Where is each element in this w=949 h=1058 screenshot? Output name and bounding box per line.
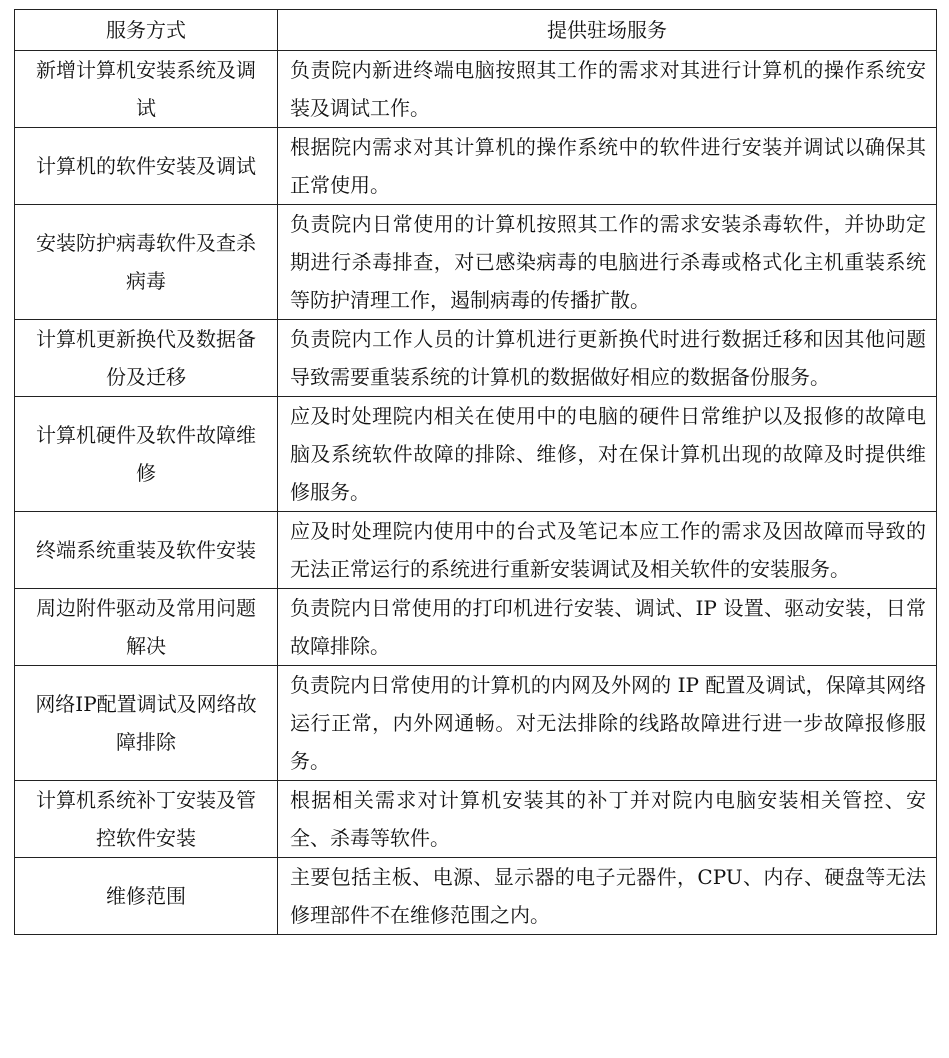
service-table xyxy=(14,9,937,935)
service-description-cell: 负责院内工作人员的计算机进行更新换代时进行数据迁移和因其他问题导致需要重装系统的计算机的数据做好相应的数据备份服务。 xyxy=(278,320,937,397)
service-description-cell: 应及时处理院内相关在使用中的电脑的硬件日常维护以及报修的故障电脑及系统软件故障的排除、维修，对在保计算机出现的故障及时提供维修服务。 xyxy=(278,397,937,512)
service-method-cell: 新增计算机安装系统及调试 xyxy=(15,51,278,128)
service-method-cell: 计算机系统补丁安装及管控软件安装 xyxy=(15,781,278,858)
service-method-cell: 网络IP配置调试及网络故障排除 xyxy=(15,666,278,781)
table-row xyxy=(15,666,937,781)
service-method-cell: 安装防护病毒软件及查杀病毒 xyxy=(15,205,278,320)
table-row xyxy=(15,397,937,512)
table-row xyxy=(15,589,937,666)
service-description-cell: 负责院内日常使用的计算机的内网及外网的 IP 配置及调试，保障其网络运行正常，内外网通畅。对无法排除的线路故障进行进一步故障报修服务。 xyxy=(278,666,937,781)
service-description-cell: 根据相关需求对计算机安装其的补丁并对院内电脑安装相关管控、安全、杀毒等软件。 xyxy=(278,781,937,858)
service-description-cell: 负责院内日常使用的打印机进行安装、调试、IP 设置、驱动安装，日常故障排除。 xyxy=(278,589,937,666)
service-method-cell: 计算机硬件及软件故障维修 xyxy=(15,397,278,512)
service-description-cell: 主要包括主板、电源、显示器的电子元器件，CPU、内存、硬盘等无法修理部件不在维修范围之内。 xyxy=(278,858,937,935)
header-row xyxy=(15,10,937,51)
service-description-cell: 根据院内需求对其计算机的操作系统中的软件进行安装并调试以确保其正常使用。 xyxy=(278,128,937,205)
table-row xyxy=(15,128,937,205)
service-method-cell: 计算机更新换代及数据备份及迁移 xyxy=(15,320,278,397)
service-description-cell: 负责院内日常使用的计算机按照其工作的需求安装杀毒软件，并协助定期进行杀毒排查，对已感染病毒的电脑进行杀毒或格式化主机重装系统等防护清理工作，遏制病毒的传播扩散。 xyxy=(278,205,937,320)
service-method-cell: 周边附件驱动及常用问题解决 xyxy=(15,589,278,666)
service-method-cell: 终端系统重装及软件安装 xyxy=(15,512,278,589)
header-service-method: 服务方式 xyxy=(15,10,278,51)
table-row xyxy=(15,858,937,935)
table-row xyxy=(15,320,937,397)
table-row xyxy=(15,205,937,320)
service-method-cell: 计算机的软件安装及调试 xyxy=(15,128,278,205)
service-method-cell: 维修范围 xyxy=(15,858,278,935)
table-row xyxy=(15,781,937,858)
service-description-cell: 应及时处理院内使用中的台式及笔记本应工作的需求及因故障而导致的无法正常运行的系统进行重新安装调试及相关软件的安装服务。 xyxy=(278,512,937,589)
table-row xyxy=(15,51,937,128)
header-onsite-service: 提供驻场服务 xyxy=(278,10,937,51)
service-description-cell: 负责院内新进终端电脑按照其工作的需求对其进行计算机的操作系统安装及调试工作。 xyxy=(278,51,937,128)
table-row xyxy=(15,512,937,589)
